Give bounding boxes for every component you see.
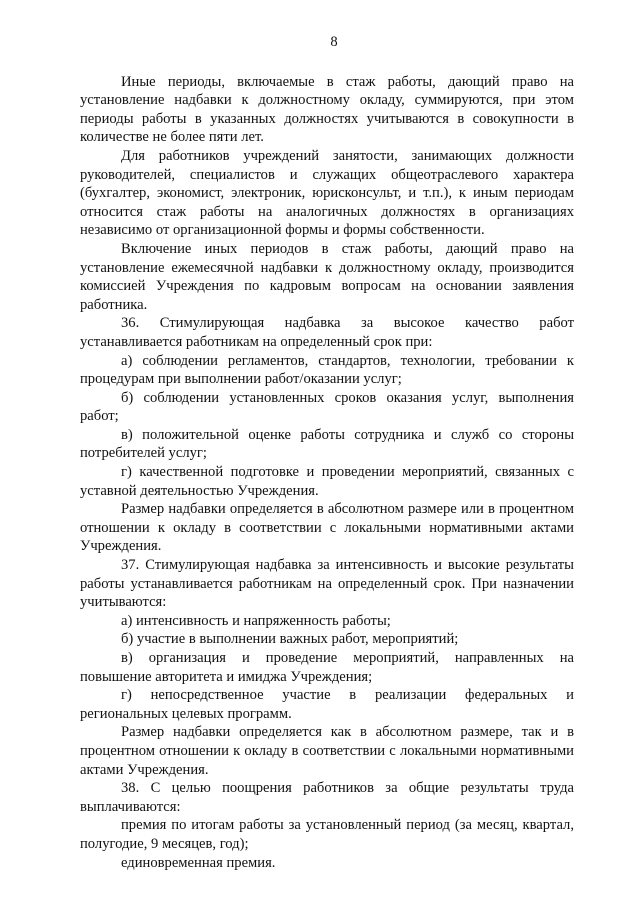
list-item-one-time-bonus: единовременная премия.	[121, 854, 276, 871]
list-item-37v: в) организация и проведение мероприятий, направленных на повышение авторитета и имиджа Учреждения;	[80, 650, 574, 685]
paragraph-inclusion-periods: Включение иных периодов в стаж работы, дающий право на установление ежемесячной надбавки к должностному окладу, производится комиссией Учреждения по кадровым вопросам на основании заявления работника.	[80, 240, 574, 313]
list-item-36b: б) соблюдении установленных сроков оказания услуг, выполнения работ;	[80, 389, 574, 425]
paragraph-other-periods: Иные периоды, включаемые в стаж работы, дающий право на установление надбавки к должностному окладу, суммируются, при этом периоды работы в указанных должностях учитываются в совокупности в количестве не более пяти лет.	[80, 73, 574, 146]
list-item-37a: а) интенсивность и напряженность работы;	[121, 612, 391, 629]
list-item-37g: г) непосредственное участие в реализации федеральных и региональных целевых программ.	[80, 687, 574, 722]
paragraph-37-bonus-size: Размер надбавки определяется как в абсолютном размере, так и в процентном отношении к окладу в соответствии с локальными нормативными актами Учреждения.	[80, 724, 574, 778]
page-number: 8	[330, 34, 338, 50]
list-item-36a: а) соблюдении регламентов, стандартов, технологии, требовании к процедурам при выполнении работ/оказании услуг;	[80, 352, 574, 388]
paragraph-37-intensity-bonus: 37. Стимулирующая надбавка за интенсивность и высокие результаты работы устанавливается работникам на определенный срок. При назначении учитываются:	[80, 557, 574, 611]
paragraph-38-rewards: 38. С целью поощрения работников за общие результаты труда выплачиваются:	[80, 780, 574, 815]
list-item-37b: б) участие в выполнении важных работ, мероприятий;	[121, 631, 459, 648]
list-item-36v: в) положительной оценке работы сотрудника и служб со стороны потребителей услуг;	[80, 426, 574, 462]
paragraph-36-quality-bonus: 36. Стимулирующая надбавка за высокое качество работ устанавливается работникам на определенный срок при:	[80, 315, 574, 350]
list-item-36g: г) качественной подготовке и проведении мероприятий, связанных с уставной деятельностью Учреждения.	[80, 464, 574, 499]
paragraph-36-bonus-size: Размер надбавки определяется в абсолютном размере или в процентном отношении к окладу в соответствии с локальными нормативными актами Учреждения.	[80, 501, 574, 555]
list-item-period-bonus: премия по итогам работы за установленный период (за месяц, квартал, полугодие, 9 месяцев, год);	[80, 817, 574, 852]
paragraph-employment-workers: Для работников учреждений занятости, занимающих должности руководителей, специалистов и служащих общеотраслевого характера (бухгалтер, экономист, электроник, юрисконсульт, и т.п.), к иным периодам относится стаж работы на аналогичных должностях в организациях независимо от организационной формы и формы собственности.	[80, 147, 574, 239]
